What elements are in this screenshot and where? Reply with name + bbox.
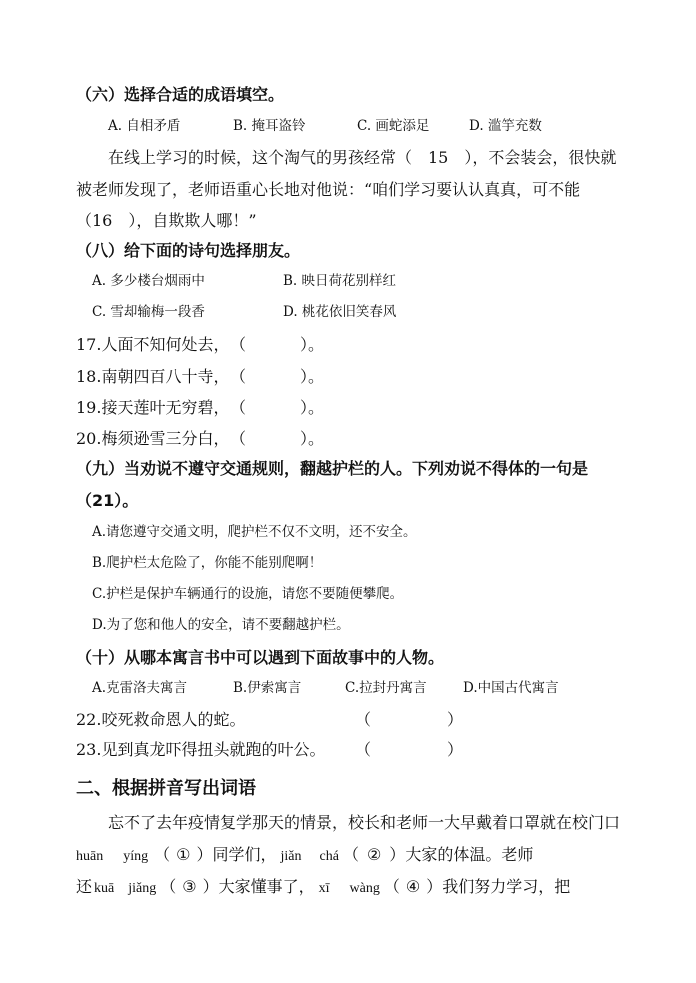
pinyin-kua: kuā bbox=[94, 881, 115, 896]
blank-number-3: ③ bbox=[182, 877, 197, 896]
blank-2[interactable] bbox=[343, 845, 405, 864]
question-22: 22.咬死救命恩人的蛇。 bbox=[76, 710, 246, 729]
answer-blank-19[interactable] bbox=[230, 395, 324, 418]
question-18 bbox=[76, 364, 229, 387]
s6-option-b: B. 掩耳盗铃 bbox=[233, 118, 306, 134]
paren-close: ） bbox=[426, 877, 443, 896]
text-segment: 大家懂事了， bbox=[218, 877, 315, 896]
s6-option-d: D. 滥竽充数 bbox=[469, 118, 542, 134]
paren-close: ） bbox=[447, 740, 464, 759]
paren-close: ） bbox=[447, 710, 464, 729]
paren-open: （ bbox=[160, 877, 177, 896]
part-2-title: 二、根据拼音写出词语 bbox=[76, 778, 256, 799]
section-9-title-line-1: （九）当劝说不遵守交通规则，翻越护栏的人。下列劝说不得体的一句是 bbox=[76, 459, 589, 478]
part-2-passage-line-3 bbox=[76, 874, 570, 897]
paren-close: ） bbox=[389, 845, 406, 864]
text-segment: 同学们， bbox=[212, 845, 277, 864]
blank-open: （ bbox=[230, 429, 247, 448]
paren-open: （ bbox=[342, 845, 359, 864]
s10-option-a: A.克雷洛夫寓言 bbox=[92, 680, 188, 696]
answer-blank-18[interactable] bbox=[230, 364, 324, 387]
part-2-passage-line-1: 忘不了去年疫情复学那天的情景，校长和老师一大早戴着口罩就在校门口 bbox=[108, 813, 621, 832]
pinyin-huan: huān bbox=[76, 849, 104, 864]
s9-option-c: C.护栏是保护车辆通行的设施，请您不要随便攀爬。 bbox=[92, 586, 404, 602]
blank-number-1: ① bbox=[176, 845, 191, 864]
question-19 bbox=[76, 395, 229, 418]
answer-blank-17[interactable] bbox=[230, 332, 324, 355]
blank-3[interactable] bbox=[160, 877, 218, 896]
question-23: 23.见到真龙吓得扭头就跑的叶公。 bbox=[76, 740, 326, 759]
pinyin-wang: wàng bbox=[349, 881, 380, 896]
section-9-title-line-2: （21）。 bbox=[76, 491, 139, 510]
blank-close: ）。 bbox=[300, 429, 325, 448]
paren-close: ） bbox=[196, 845, 213, 864]
text-segment: 我们努力学习，把 bbox=[442, 877, 571, 896]
question-17 bbox=[76, 332, 229, 355]
s9-option-a: A.请您遵守交通文明，爬护栏不仅不文明，还不安全。 bbox=[92, 524, 417, 540]
s6-option-c: C. 画蛇添足 bbox=[357, 118, 430, 134]
s10-option-b: B.伊索寓言 bbox=[233, 680, 302, 696]
blank-number-4: ④ bbox=[405, 877, 421, 896]
pinyin-ying: yíng bbox=[123, 849, 149, 864]
paren-close: ） bbox=[202, 877, 219, 896]
question-19-text: 19.接天莲叶无穷碧， bbox=[76, 398, 230, 417]
paren-open: （ bbox=[383, 877, 400, 896]
part-2-passage-line-2 bbox=[76, 842, 533, 865]
s8-option-a: A. 多少楼台烟雨中 bbox=[92, 273, 205, 289]
question-17-text: 17.人面不知何处去， bbox=[76, 335, 230, 354]
s9-option-d: D.为了您和他人的安全，请不要翻越护栏。 bbox=[92, 617, 350, 633]
answer-blank-22[interactable] bbox=[355, 707, 463, 730]
s8-option-c: C. 雪却输梅一段香 bbox=[92, 304, 205, 320]
pinyin-cha: chá bbox=[319, 849, 339, 864]
s6-passage-line-3: （16 ），自欺欺人哪！” bbox=[76, 211, 257, 230]
pinyin-xi: xī bbox=[318, 881, 330, 896]
blank-number-2: ② bbox=[366, 845, 382, 864]
s10-option-d: D.中国古代寓言 bbox=[463, 680, 559, 696]
text-segment: 还 bbox=[76, 877, 93, 896]
s10-option-c: C.拉封丹寓言 bbox=[345, 680, 427, 696]
question-20 bbox=[76, 426, 229, 449]
section-8-title: （八）给下面的诗句选择朋友。 bbox=[76, 241, 301, 260]
blank-open: （ bbox=[230, 335, 247, 354]
blank-close: ）。 bbox=[300, 335, 325, 354]
paren-open: （ bbox=[355, 710, 372, 729]
pinyin-jian: jiǎn bbox=[280, 849, 302, 864]
blank-1[interactable] bbox=[154, 845, 212, 864]
s8-option-b: B. 映日荷花别样红 bbox=[283, 273, 397, 289]
blank-open: （ bbox=[230, 367, 247, 386]
s8-option-d: D. 桃花依旧笑春风 bbox=[283, 304, 397, 320]
blank-4[interactable] bbox=[384, 877, 442, 896]
section-6-title: （六）选择合适的成语填空。 bbox=[76, 85, 285, 104]
paren-open: （ bbox=[355, 740, 372, 759]
s6-option-a: A. 自相矛盾 bbox=[108, 118, 181, 134]
section-10-title: （十）从哪本寓言书中可以遇到下面故事中的人物。 bbox=[76, 648, 445, 667]
text-segment: 大家的体温。老师 bbox=[405, 845, 534, 864]
s6-passage-line-2: 被老师发现了，老师语重心长地对他说：“咱们学习要认认真真，可不能 bbox=[76, 180, 581, 199]
answer-blank-20[interactable] bbox=[230, 426, 324, 449]
question-20-text: 20.梅须逊雪三分白， bbox=[76, 429, 230, 448]
blank-close: ）。 bbox=[300, 367, 325, 386]
s6-passage-line-1: 在线上学习的时候，这个淘气的男孩经常（ 15 ），不会装会，很快就 bbox=[108, 148, 617, 167]
question-18-text: 18.南朝四百八十寺， bbox=[76, 367, 230, 386]
answer-blank-23[interactable] bbox=[355, 737, 463, 760]
pinyin-jiang: jiǎng bbox=[128, 881, 157, 896]
blank-open: （ bbox=[230, 398, 247, 417]
s9-option-b: B.爬护栏太危险了，你能不能别爬啊！ bbox=[92, 555, 323, 571]
blank-close: ）。 bbox=[300, 398, 325, 417]
paren-open: （ bbox=[154, 845, 171, 864]
